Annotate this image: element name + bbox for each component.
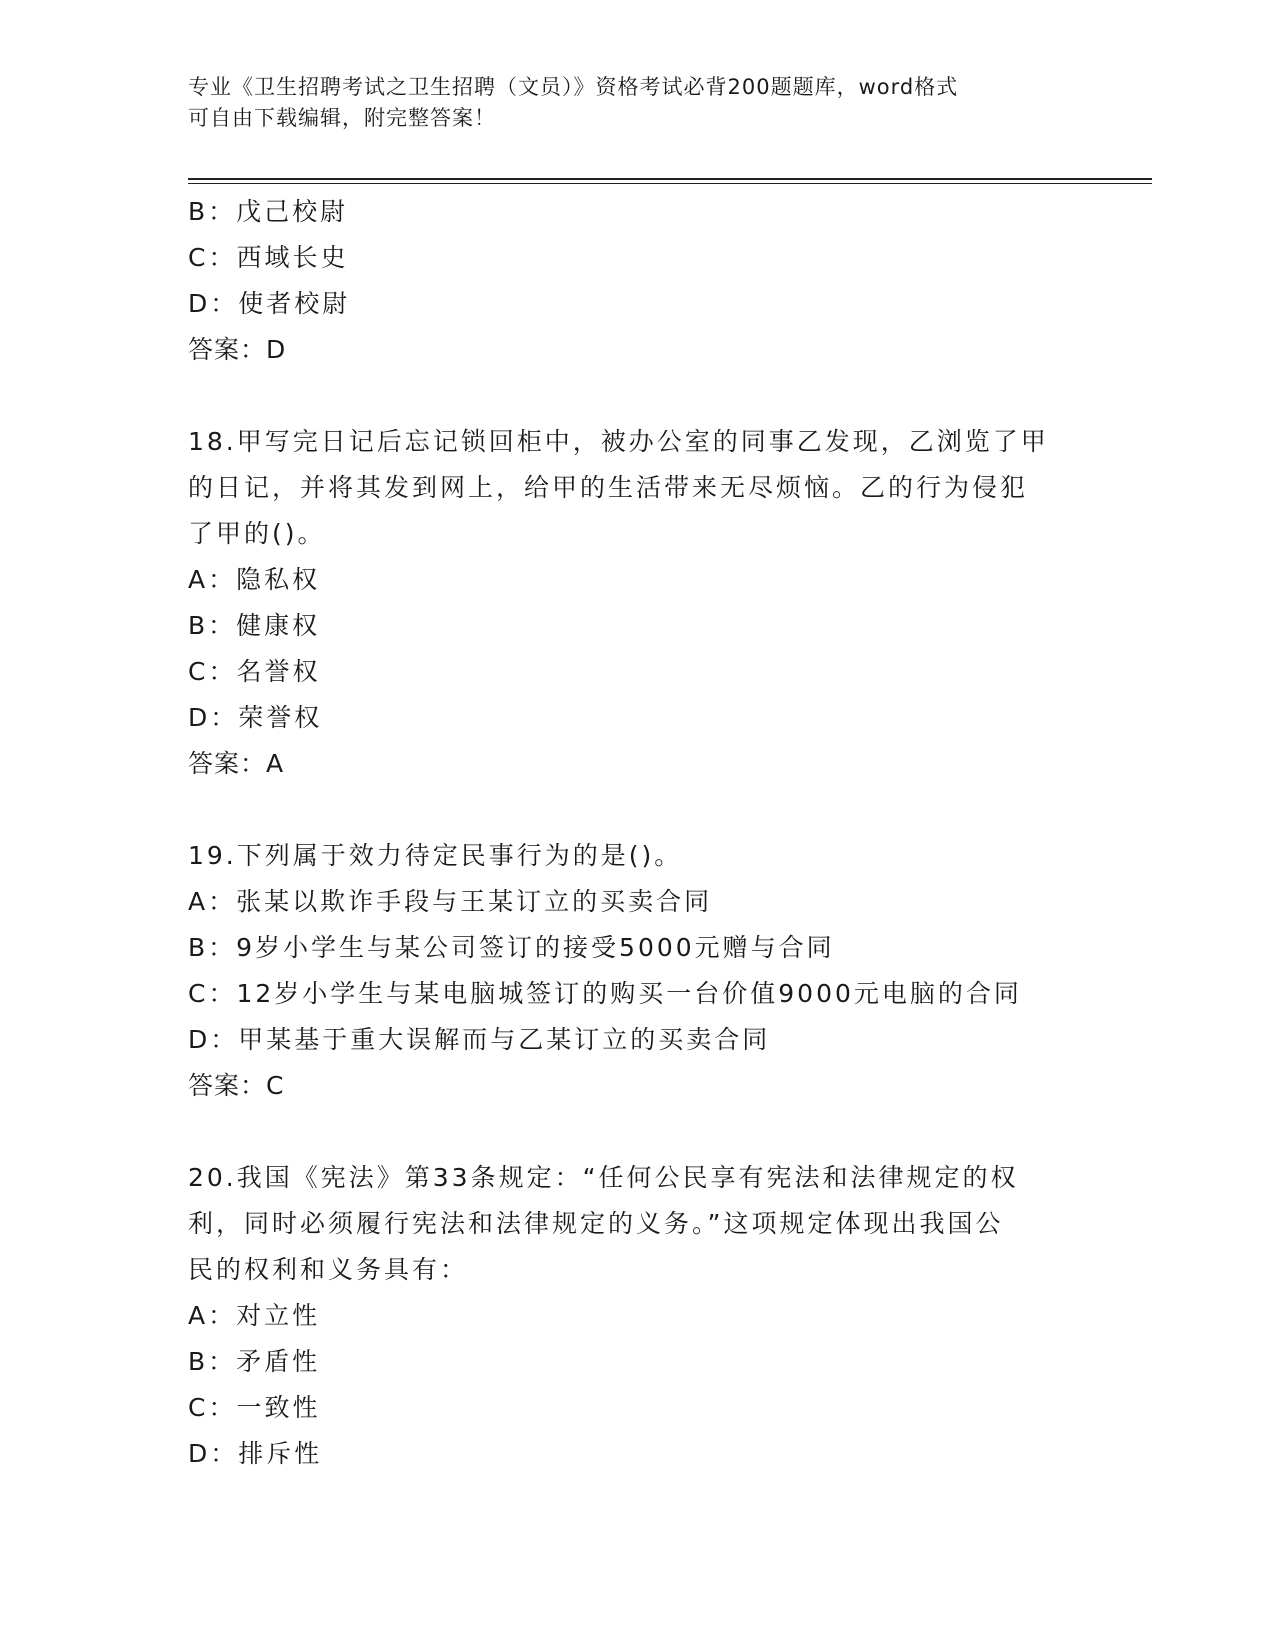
- stem-line: 19.下列属于效力待定民事行为的是()。: [188, 841, 683, 870]
- header-line-2: 可自由下载编辑，附完整答案！: [188, 106, 496, 130]
- option-a: A：对立性: [188, 1301, 321, 1330]
- header-line-1: 专业《卫生招聘考试之卫生招聘（文员）》资格考试必背200题题库，word格式: [188, 75, 959, 99]
- option-c: C：12岁小学生与某电脑城签订的购买一台价值9000元电脑的合同: [188, 979, 1022, 1008]
- question-19: [188, 833, 1088, 1109]
- stem-line: 20.我国《宪法》第33条规定：“任何公民享有宪法和法律规定的权: [188, 1163, 1019, 1192]
- option-a: A：隐私权: [188, 565, 321, 594]
- stem-line: 的日记，并将其发到网上，给甲的生活带来无尽烦恼。乙的行为侵犯: [188, 473, 1029, 502]
- header-divider-thick: [188, 178, 1152, 180]
- option-c: C：西域长史: [188, 243, 349, 272]
- option-b: B：矛盾性: [188, 1347, 321, 1376]
- stem-line: 利，同时必须履行宪法和法律规定的义务。”这项规定体现出我国公: [188, 1209, 1004, 1238]
- option-d: D：荣誉权: [188, 703, 323, 732]
- question-list: [188, 189, 1088, 1477]
- answer-line: 答案：C: [188, 1071, 285, 1100]
- option-b: B：健康权: [188, 611, 321, 640]
- stem-line: 民的权利和义务具有：: [188, 1255, 469, 1284]
- answer-line: 答案：A: [188, 749, 285, 778]
- option-b: B：9岁小学生与某公司签订的接受5000元赠与合同: [188, 933, 835, 962]
- option-c: C：名誉权: [188, 657, 321, 686]
- stem-line: 了甲的()。: [188, 519, 326, 548]
- question-18: [188, 419, 1088, 787]
- option-d: D：排斥性: [188, 1439, 323, 1468]
- question-17-tail: [188, 189, 1088, 373]
- document-header: [188, 72, 1068, 134]
- question-stem: [188, 833, 1068, 879]
- option-a: A：张某以欺诈手段与王某订立的买卖合同: [188, 887, 713, 916]
- question-20: [188, 1155, 1088, 1477]
- option-c: C：一致性: [188, 1393, 321, 1422]
- stem-line: 18.甲写完日记后忘记锁回柜中，被办公室的同事乙发现，乙浏览了甲: [188, 427, 1049, 456]
- question-stem: [188, 1155, 1068, 1293]
- question-stem: [188, 419, 1068, 557]
- answer-line: 答案：D: [188, 335, 287, 364]
- option-b: B：戊己校尉: [188, 197, 349, 226]
- header-divider-thin: [188, 183, 1152, 184]
- option-d: D：甲某基于重大误解而与乙某订立的买卖合同: [188, 1025, 771, 1054]
- option-d: D：使者校尉: [188, 289, 351, 318]
